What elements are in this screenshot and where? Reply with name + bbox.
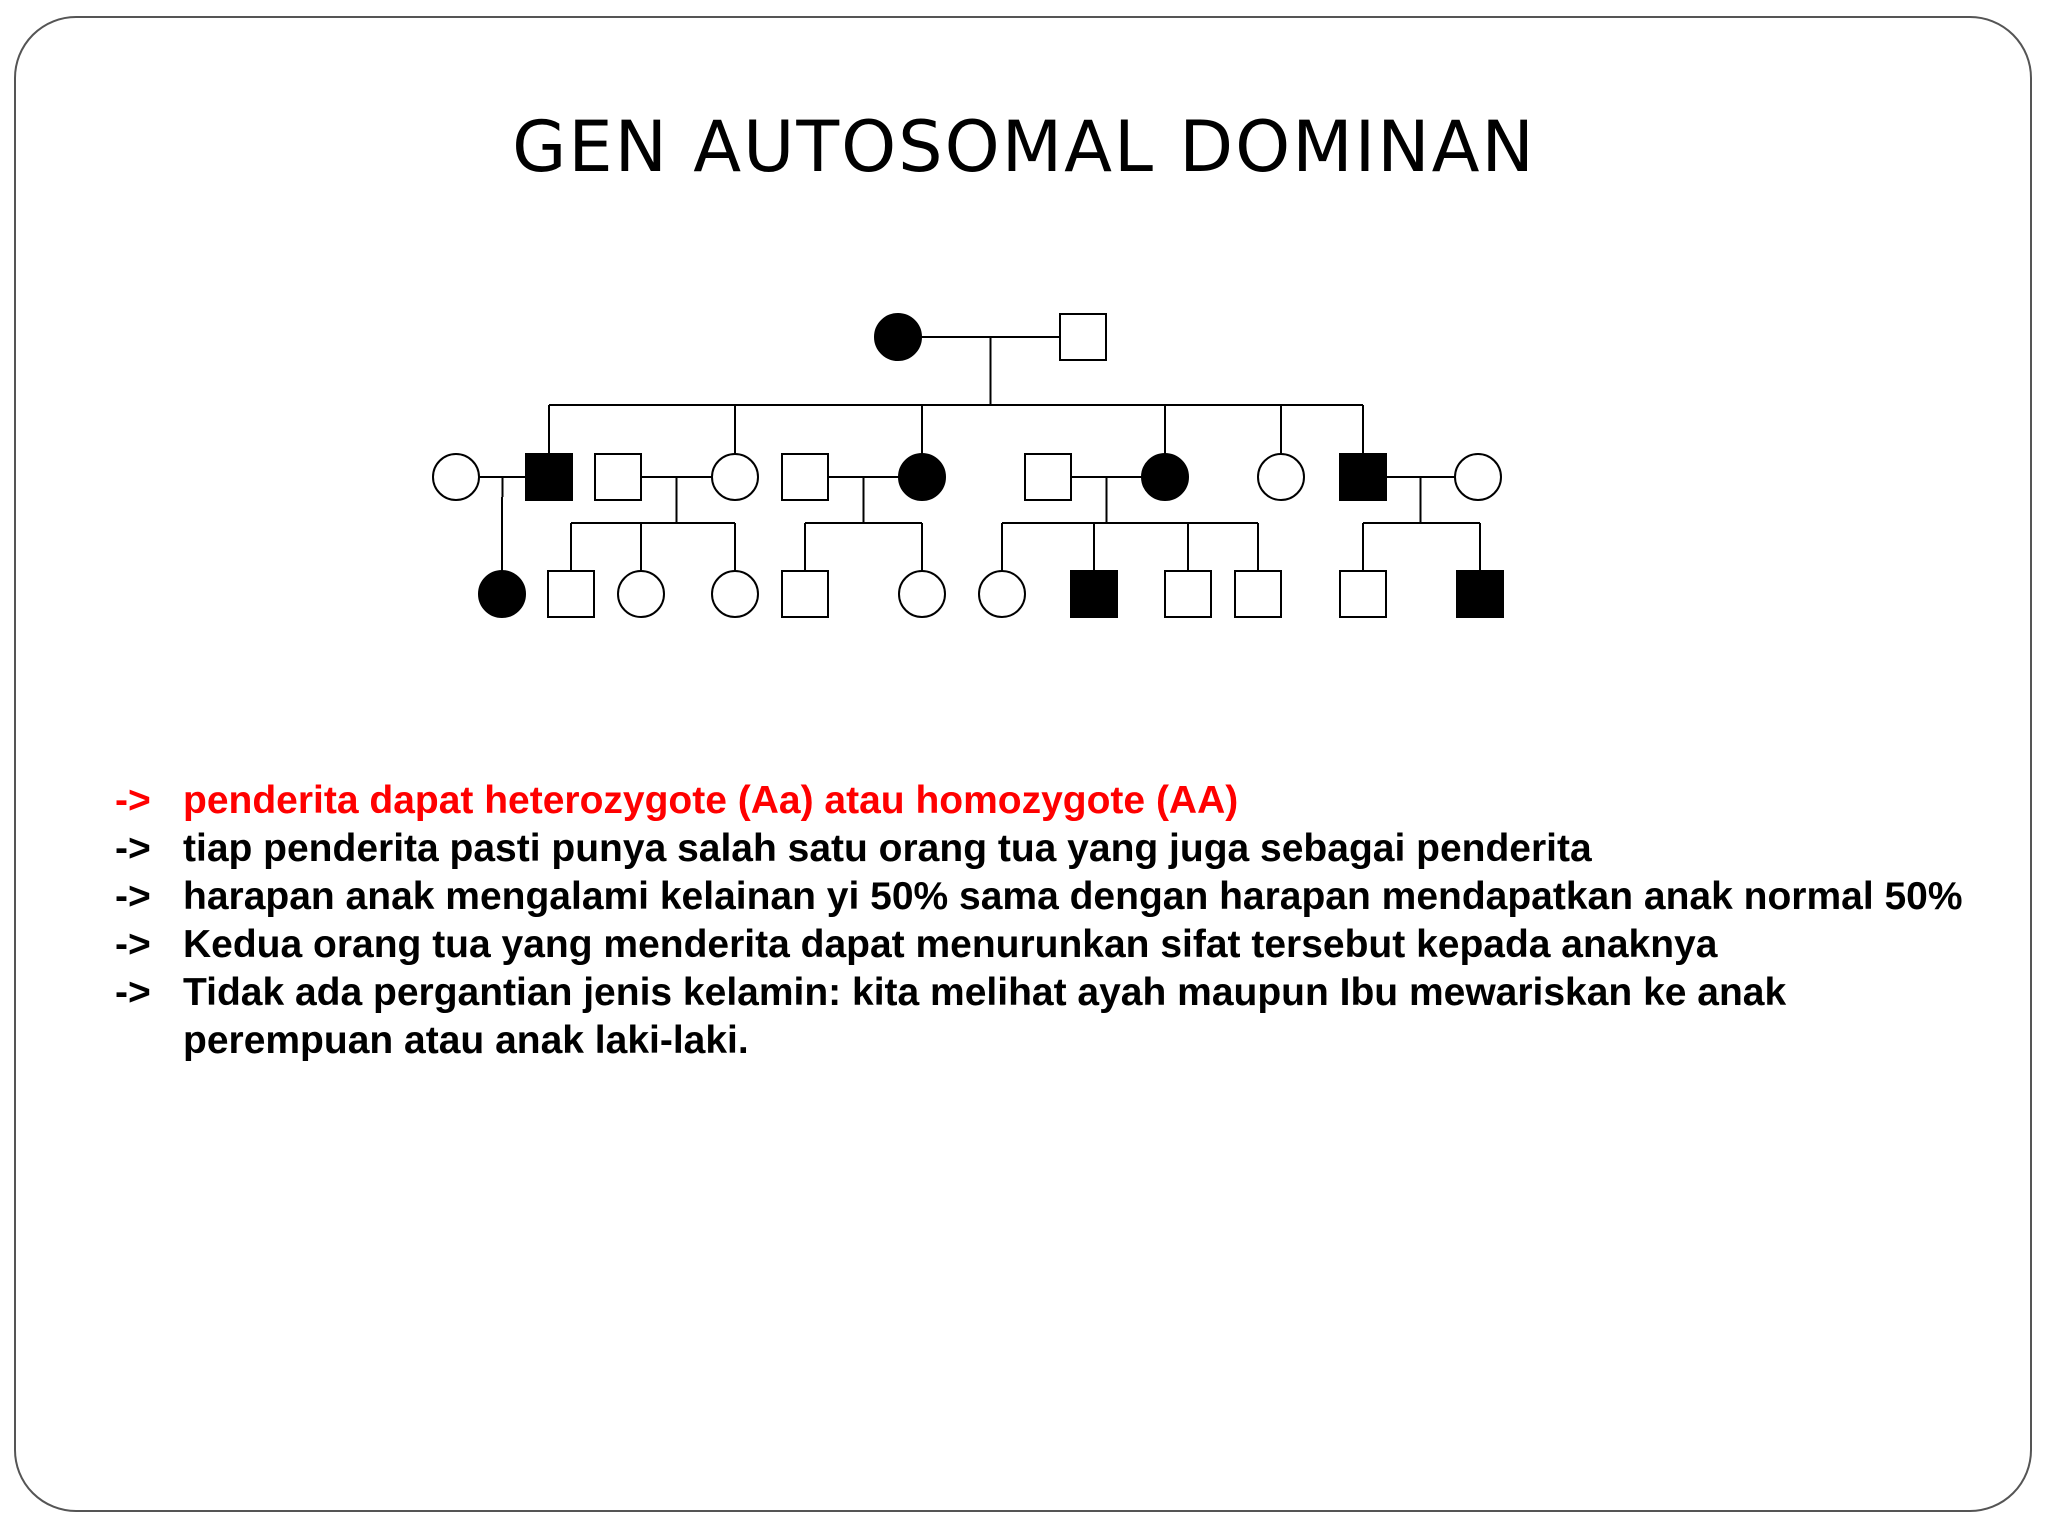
female-unaffected-symbol [433, 454, 479, 500]
note-item [115, 777, 1975, 825]
note-item [115, 825, 1975, 873]
note-text: penderita dapat heterozygote (Aa) atau homozygote (AA) [183, 779, 1239, 822]
male-unaffected-symbol [1165, 571, 1211, 617]
female-unaffected-symbol [979, 571, 1025, 617]
male-unaffected-symbol [1340, 571, 1386, 617]
note-item [115, 969, 1975, 1065]
notes-list [115, 777, 1975, 1065]
note-arrow: -> [115, 875, 151, 918]
note-arrow: -> [115, 779, 151, 822]
note-text: tiap penderita pasti punya salah satu orang tua yang juga sebagai penderita [183, 827, 1592, 870]
male-affected-symbol [526, 454, 572, 500]
slide-frame [14, 16, 2032, 1512]
note-arrow: -> [115, 827, 151, 870]
female-affected-symbol [479, 571, 525, 617]
male-unaffected-symbol [1060, 314, 1106, 360]
female-unaffected-symbol [1455, 454, 1501, 500]
female-unaffected-symbol [899, 571, 945, 617]
male-affected-symbol [1457, 571, 1503, 617]
note-item [115, 873, 1975, 921]
pedigree-diagram [0, 280, 2048, 640]
note-item [115, 921, 1975, 969]
male-affected-symbol [1071, 571, 1117, 617]
male-unaffected-symbol [1025, 454, 1071, 500]
male-unaffected-symbol [595, 454, 641, 500]
male-affected-symbol [1340, 454, 1386, 500]
slide-title: GEN AUTOSOMAL DOMINAN [512, 106, 1536, 188]
female-affected-symbol [875, 314, 921, 360]
female-unaffected-symbol [712, 454, 758, 500]
note-text: Kedua orang tua yang menderita dapat menurunkan sifat tersebut kepada anaknya [183, 923, 1718, 966]
note-arrow: -> [115, 971, 151, 1014]
note-text: Tidak ada pergantian jenis kelamin: kita melihat ayah maupun Ibu mewariskan ke anak perempuan atau anak laki-laki. [183, 971, 1787, 1062]
male-unaffected-symbol [1235, 571, 1281, 617]
pedigree-members [433, 314, 1503, 617]
female-unaffected-symbol [712, 571, 758, 617]
female-affected-symbol [1142, 454, 1188, 500]
female-unaffected-symbol [618, 571, 664, 617]
male-unaffected-symbol [782, 454, 828, 500]
male-unaffected-symbol [548, 571, 594, 617]
female-affected-symbol [899, 454, 945, 500]
female-unaffected-symbol [1258, 454, 1304, 500]
male-unaffected-symbol [782, 571, 828, 617]
note-text: harapan anak mengalami kelainan yi 50% sama dengan harapan mendapatkan anak normal 50% [183, 875, 1963, 918]
note-arrow: -> [115, 923, 151, 966]
